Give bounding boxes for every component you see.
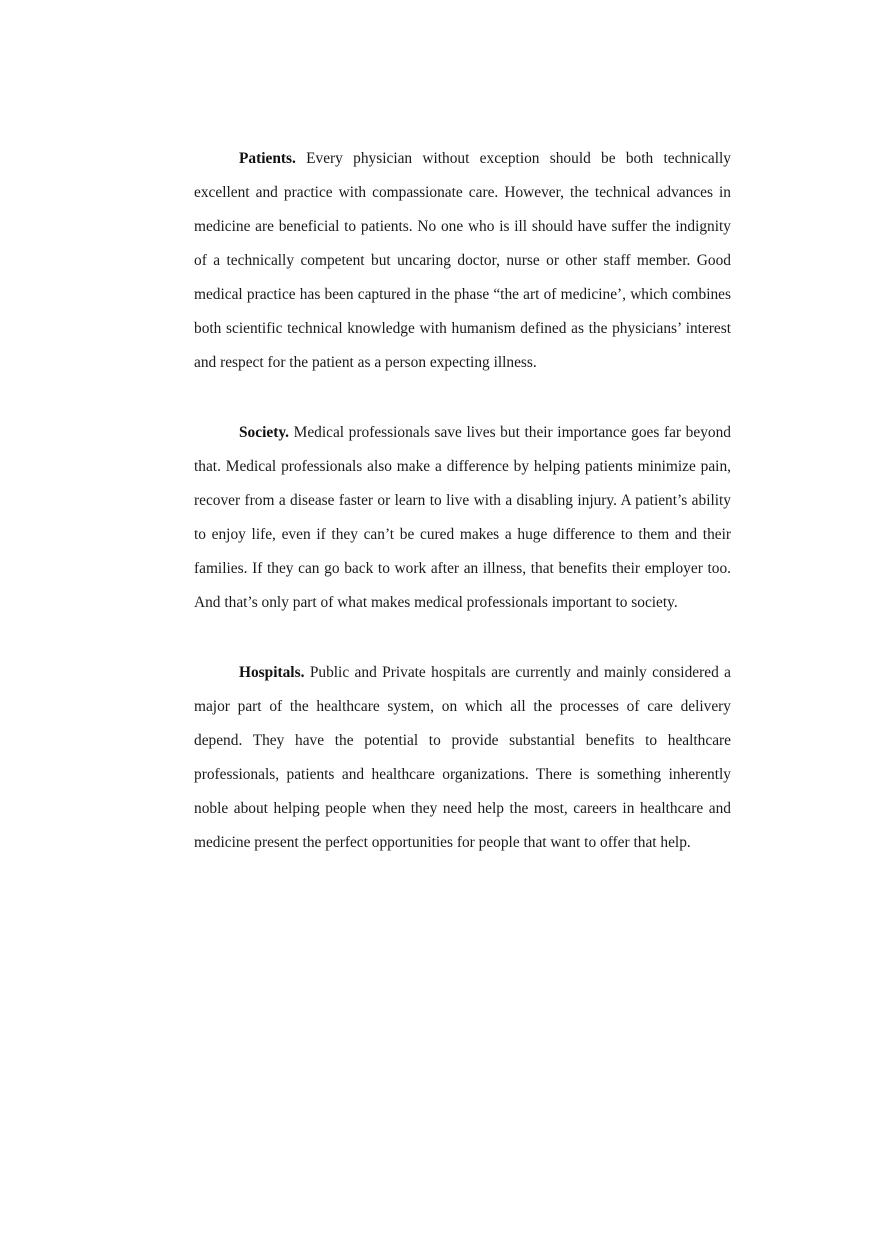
paragraph-text: Public and Private hospitals are currently and mainly considered a major part of the healthcare system, on which all the processes of care delivery depend. They have the potential to provide substantial benefits to healthcare professionals, patients and healthcare organizations. There is something inherently noble about helping people when they need help the most, careers in healthcare and medicine present the perfect opportunities for people that want to offer that help. bbox=[194, 664, 731, 851]
paragraph-text: Medical professionals save lives but their importance goes far beyond that. Medical professionals also make a difference by helping patients minimize pain, recover from a disease faster or learn to live with a disabling injury. A patient’s ability to enjoy life, even if they can’t be cured makes a huge difference to them and their families. If they can go back to work after an illness, that benefits their employer too. And that’s only part of what makes medical professionals important to society. bbox=[194, 424, 731, 611]
paragraph-heading: Society. bbox=[239, 424, 290, 441]
paragraph-heading: Patients. bbox=[239, 150, 296, 167]
paragraph-patients bbox=[194, 142, 731, 380]
paragraph-heading: Hospitals. bbox=[239, 664, 305, 681]
document-body bbox=[194, 142, 731, 860]
paragraph-text: Every physician without exception should be both technically excellent and practice with compassionate care. However, the technical advances in medicine are beneficial to patients. No one who is ill should have suffer the indignity of a technically competent but uncaring doctor, nurse or other staff member. Good medical practice has been captured in the phase “the art of medicine’, which combines both scientific technical knowledge with humanism defined as the physicians’ interest and respect for the patient as a person expecting illness. bbox=[194, 150, 731, 371]
paragraph-hospitals bbox=[194, 656, 731, 860]
paragraph-society bbox=[194, 416, 731, 620]
